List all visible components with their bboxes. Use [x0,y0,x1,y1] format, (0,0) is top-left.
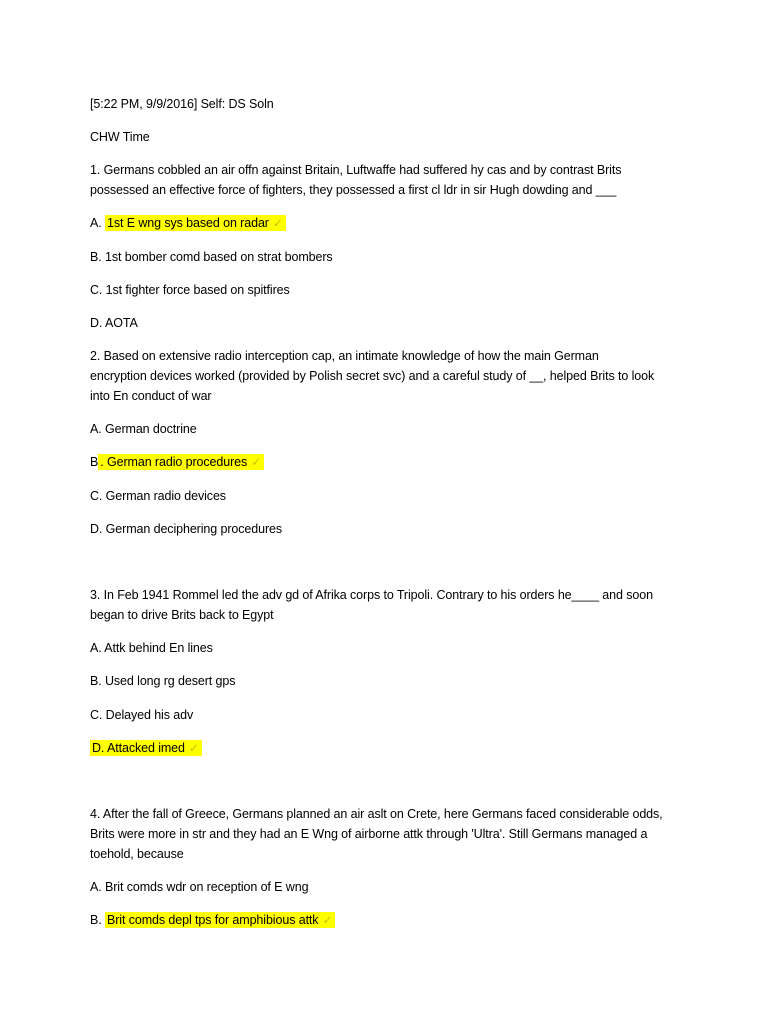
question-3-option-b: B. Used long rg desert gps [90,674,236,688]
answer-highlight [105,912,335,928]
question-1-line-1: 1. Germans cobbled an air offn against Britain, Luftwaffe had suffered hy cas and by contrast Brits [90,163,622,177]
question-4-line-3: toehold, because [90,847,184,861]
question-1-option-d: D. AOTA [90,316,138,330]
subtitle: CHW Time [90,130,150,144]
check-icon: ✓ [188,741,199,755]
question-1-option-c: C. 1st fighter force based on spitfires [90,283,290,297]
timestamp-line: [5:22 PM, 9/9/2016] Self: DS Soln [90,97,274,111]
question-2-option-a: A. German doctrine [90,422,197,436]
answer-highlight [90,740,202,756]
question-3-option-c: C. Delayed his adv [90,708,194,722]
question-1-line-2: possessed an effective force of fighters, they possessed a first cl ldr in sir Hugh dowding and ___ [90,183,617,197]
question-4-option-a: A. Brit comds wdr on reception of E wng [90,880,309,894]
question-1-option-b: B. 1st bomber comd based on strat bombers [90,250,333,264]
question-2-line-2: encryption devices worked (provided by Polish secret svc) and a careful study of __, helped Brits to look [90,369,655,383]
question-4-line-2: Brits were more in str and they had an E Wng of airborne attk through 'Ultra'. Still Germans managed a [90,827,648,841]
check-icon: ✓ [251,455,262,469]
option-text: 1st E wng sys based on radar [106,216,269,230]
option-text: Brit comds depl tps for amphibious attk [106,913,319,927]
question-2-line-3: into En conduct of war [90,389,212,403]
option-prefix: B [90,455,99,469]
question-2-option-b [90,452,264,472]
question-2-option-c: C. German radio devices [90,489,226,503]
question-2-option-d: D. German deciphering procedures [90,522,283,536]
question-3-line-1: 3. In Feb 1941 Rommel led the adv gd of Afrika corps to Tripoli. Contrary to his orders he____ and soon [90,588,653,602]
answer-highlight [98,454,264,470]
question-1-option-a [90,213,286,233]
question-4-option-b [90,910,335,930]
check-icon: ✓ [272,216,283,230]
option-prefix: B. [90,913,105,927]
option-prefix: A. [90,216,105,230]
question-3-option-d [90,738,202,758]
question-4-line-1: 4. After the fall of Greece, Germans planned an air aslt on Crete, here Germans faced considerable odds, [90,807,663,821]
option-text: D. Attacked imed [92,741,185,755]
check-icon: ✓ [322,913,333,927]
answer-highlight [105,215,286,231]
option-text: . German radio procedures [100,455,248,469]
question-3-option-a: A. Attk behind En lines [90,641,213,655]
question-3-line-2: began to drive Brits back to Egypt [90,608,274,622]
question-2-line-1: 2. Based on extensive radio interception cap, an intimate knowledge of how the main German [90,349,599,363]
